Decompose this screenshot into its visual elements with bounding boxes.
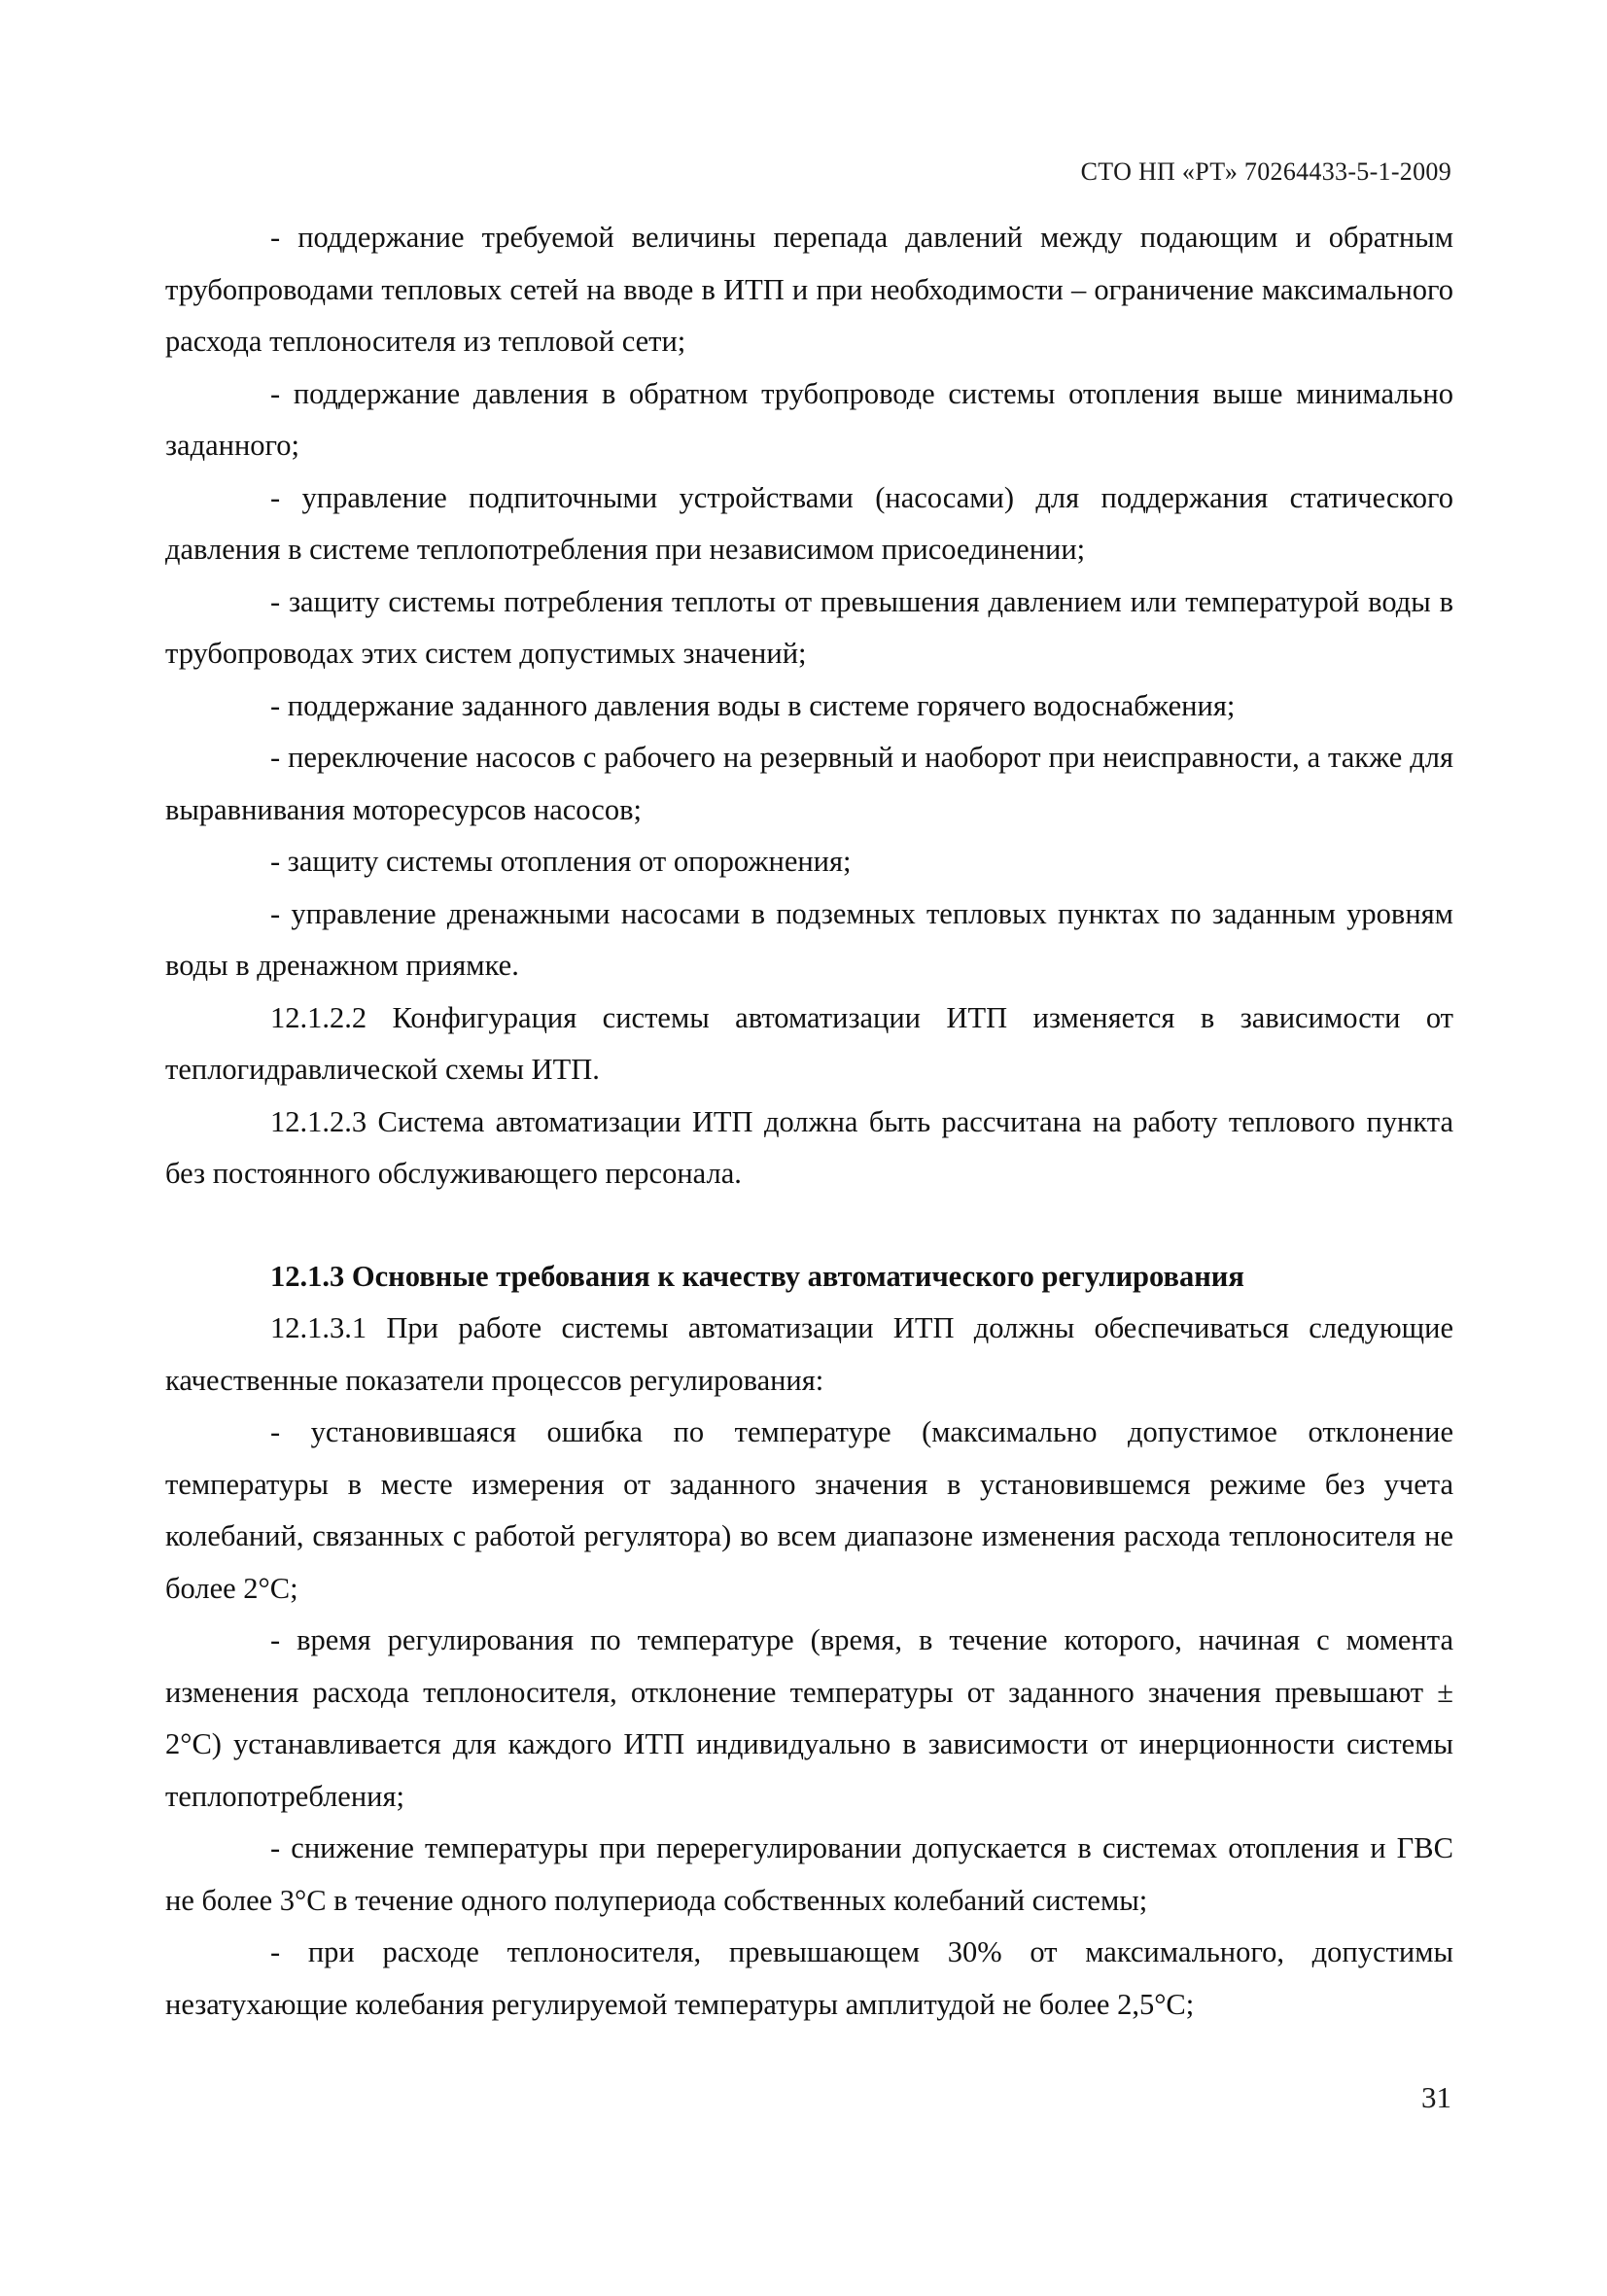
paragraph-list-item: - поддержание заданного давления воды в системе горячего водоснабжения;	[270, 688, 1236, 722]
document-code-header: СТО НП «РТ» 70264433-5-1-2009	[1080, 157, 1451, 186]
page-number: 31	[1421, 2080, 1451, 2114]
paragraph-list-item: - снижение температуры при перерегулировании допускается в системах отопления и ГВС не более 3°С в течение одного полупериода собственных колебаний системы;	[165, 1831, 1453, 1917]
paragraph-clause: 12.1.2.2 Конфигурация системы автоматизации ИТП изменяется в зависимости от теплогидравлической схемы ИТП.	[165, 1000, 1453, 1086]
section-heading: 12.1.3 Основные требования к качеству автоматического регулирования	[270, 1259, 1244, 1293]
paragraph-clause: 12.1.3.1 При работе системы автоматизации ИТП должны обеспечиваться следующие качественные показатели процессов регулирования:	[165, 1311, 1453, 1397]
paragraph-list-item: - защиту системы потребления теплоты от превышения давлением или температурой воды в трубопроводах этих систем допустимых значений;	[165, 584, 1453, 670]
paragraph-list-item: - управление дренажными насосами в подземных тепловых пунктах по заданным уровням воды в дренажном приямке.	[165, 896, 1453, 982]
paragraph-list-item: - время регулирования по температуре (время, в течение которого, начиная с момента изменения расхода теплоносителя, отклонение температуры от заданного значения превышают ± 2°С) устанавливается для каждого ИТП индивидуально в зависимости от инерционности системы теплопотребления;	[165, 1623, 1453, 1813]
paragraph-list-item: - управление подпиточными устройствами (насосами) для поддержания статического давления в системе теплопотребления при независимом присоединении;	[165, 480, 1453, 566]
paragraph-list-item: - защиту системы отопления от опорожнения;	[270, 845, 852, 878]
paragraph-list-item: - переключение насосов с рабочего на резервный и наоборот при неисправности, а также для выравнивания моторесурсов насосов;	[165, 741, 1453, 826]
paragraph-list-item: - поддержание требуемой величины перепада давлений между подающим и обратным трубопроводами тепловых сетей на вводе в ИТП и при необходимости – ограничение максимального расхода теплоносителя из тепловой сети;	[165, 221, 1453, 358]
document-body	[165, 212, 1453, 2031]
paragraph-list-item: - установившаяся ошибка по температуре (максимально допустимое отклонение температуры в месте измерения от заданного значения в установившемся режиме без учета колебаний, связанных с работой регулятора) во всем диапазоне изменения расхода теплоносителя не более 2°С;	[165, 1415, 1453, 1605]
paragraph-list-item: - поддержание давления в обратном трубопроводе системы отопления выше минимально заданного;	[165, 376, 1453, 462]
paragraph-list-item: - при расходе теплоносителя, превышающем 30% от максимального, допустимы незатухающие колебания регулируемой температуры амплитудой не более 2,5°С;	[165, 1935, 1453, 2021]
paragraph-clause: 12.1.2.3 Система автоматизации ИТП должна быть рассчитана на работу теплового пункта без постоянного обслуживающего персонала.	[165, 1104, 1453, 1190]
